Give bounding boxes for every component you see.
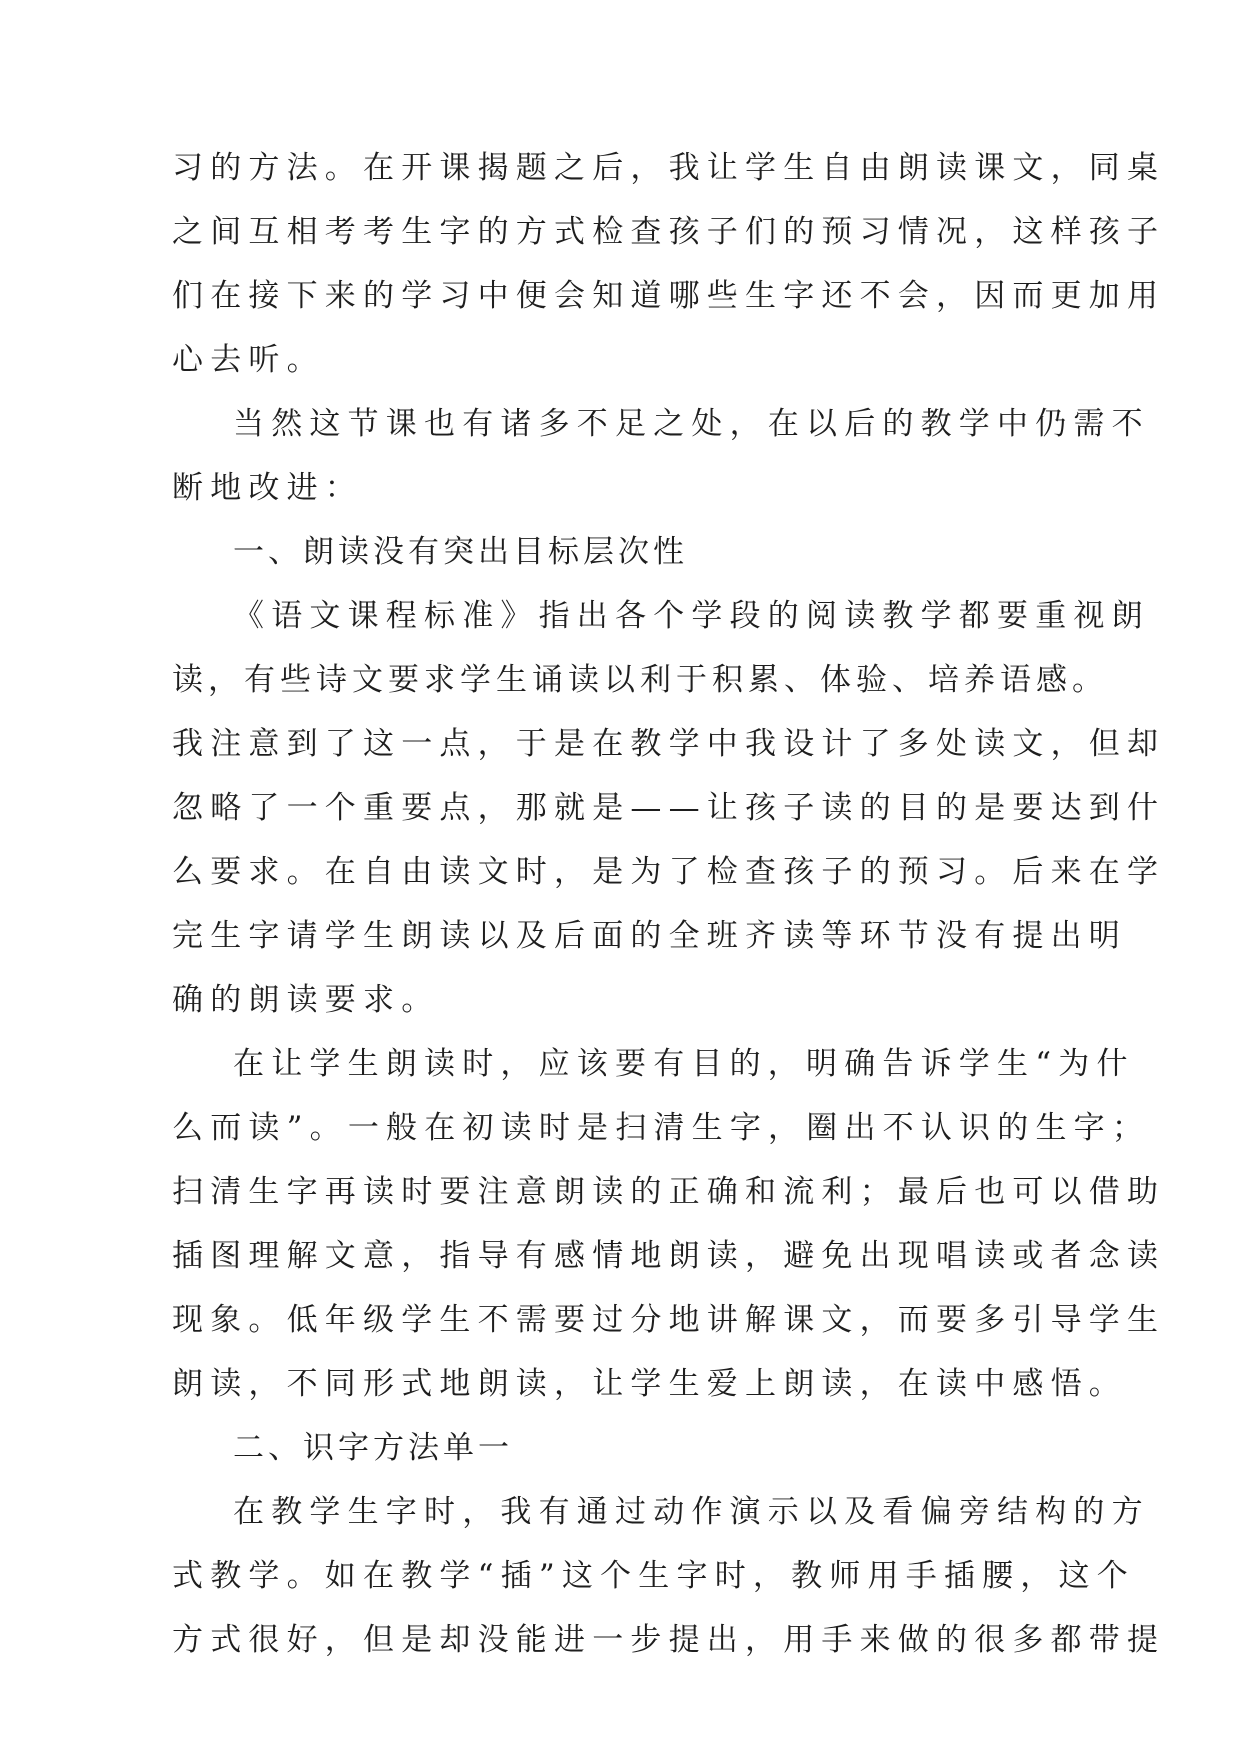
paragraph-line: 确的朗读要求。 [172,982,440,1018]
text-line-4: 心去听。 [172,342,325,378]
text-line-3: 们在接下来的学习中便会知道哪些生字还不会，因而更加用 [172,278,1166,314]
paragraph-line: 当然这节课也有诸多不足之处，在以后的教学中仍需不 [233,406,1150,442]
paragraph-line: 完生字请学生朗读以及后面的全班齐读等环节没有提出明 [172,918,1127,954]
paragraph-line: 现象。低年级学生不需要过分地讲解课文，而要多引导学生 [172,1302,1166,1338]
paragraph-line: 读，有些诗文要求学生诵读以利于积累、体验、培养语感。 [172,662,1108,698]
text-line-2: 之间互相考考生字的方式检查孩子们的预习情况，这样孩子 [172,214,1166,250]
section-heading-1: 一、朗读没有突出目标层次性 [233,534,688,570]
paragraph-line: 断地改进： [172,470,363,506]
paragraph-line: 《语文课程标准》指出各个学段的阅读教学都要重视朗 [233,598,1150,634]
paragraph-line: 在让学生朗读时，应该要有目的，明确告诉学生“为什 [233,1046,1135,1082]
paragraph-line: 插图理解文意，指导有感情地朗读，避免出现唱读或者念读 [172,1238,1166,1274]
section-heading-2: 二、识字方法单一 [233,1430,513,1466]
paragraph-line: 么而读”。一般在初读时是扫清生字，圈出不认识的生字； [172,1110,1151,1146]
paragraph-line: 朗读，不同形式地朗读，让学生爱上朗读，在读中感悟。 [172,1366,1127,1402]
paragraph-line: 扫清生字再读时要注意朗读的正确和流利；最后也可以借助 [172,1174,1166,1210]
text-line-1: 习的方法。在开课揭题之后，我让学生自由朗读课文，同桌 [172,150,1166,186]
paragraph-line: 方式很好，但是却没能进一步提出，用手来做的很多都带提 [172,1622,1166,1658]
paragraph-line: 我注意到了这一点，于是在教学中我设计了多处读文，但却 [172,726,1166,762]
paragraph-line: 么要求。在自由读文时，是为了检查孩子的预习。后来在学 [172,854,1166,890]
paragraph-line: 在教学生字时，我有通过动作演示以及看偏旁结构的方 [233,1494,1150,1530]
paragraph-line: 忽略了一个重要点，那就是——让孩子读的目的是要达到什 [172,790,1166,826]
paragraph-line: 式教学。如在教学“插”这个生字时，教师用手插腰，这个 [172,1558,1135,1594]
